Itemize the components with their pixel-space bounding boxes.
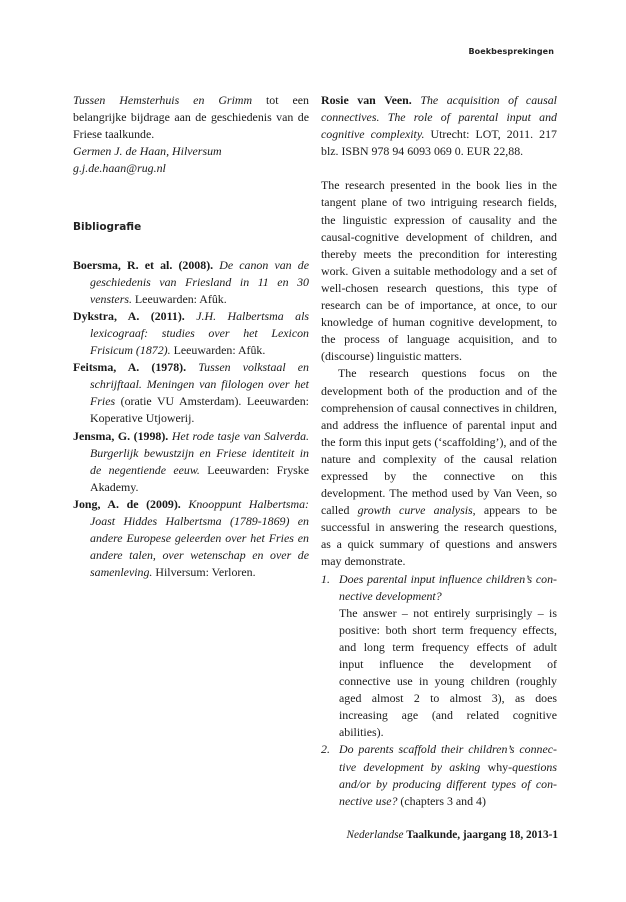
- bib-publisher: Leeuwarden: Afûk.: [131, 291, 227, 306]
- bib-publisher: Leeuwarden: Fryske Akademy.: [90, 462, 310, 494]
- reviewer-email[interactable]: g.j.de.haan@rug.nl: [73, 161, 166, 176]
- answer-text: The answer – not entirely surprisingly – is positive: both short term frequency effects, and long term frequency effects of adult input influence the development of connective use in young children (roughly aged almost 2 to almost 3), as does increasing age (and related cognitive abilities).: [339, 605, 557, 740]
- bib-title: Het rode tasje van Salverda. Burgerlijk bewustzijn en Friese identiteit in de negentiende eeuw.: [90, 428, 309, 477]
- intro-book-title: Tussen Hemsterhuis en Grimm: [73, 93, 253, 107]
- paragraph-2-text-end: , appears to be successful in answering the research questions, as a quick summary of questions and answers may demonstrate.: [321, 503, 557, 569]
- reviewer-signature: Germen J. de Haan, Hilversum: [73, 144, 222, 159]
- bib-author: Jensma, G. (1998).: [73, 428, 169, 443]
- question-number: 2.: [321, 742, 330, 757]
- right-column: [321, 92, 557, 810]
- bib-title: De canon van de geschiedenis van Friesland in 11 en 30 vensters.: [90, 257, 309, 306]
- section-heading-bibliografie: Bibliografie: [73, 221, 142, 234]
- bibliography-entry: [73, 428, 309, 496]
- bib-publisher: Hilversum: Verloren.: [152, 565, 256, 580]
- review-paragraph-2: [321, 365, 557, 570]
- review-book-title: The acquisition of causal connectives. The role of parental input and cognitive complexity.: [321, 93, 557, 142]
- question-item: [321, 571, 557, 742]
- method-term: growth curve analysis: [357, 503, 473, 518]
- question-item: [321, 741, 557, 809]
- intro-text: tot een belangrijke bijdrage aan de geschiedenis van de Friese taalkunde.: [73, 93, 310, 142]
- bibliography-entry: [73, 359, 309, 427]
- bib-title: J.H. Halbertsma als lexicograaf: studies over het Lexicon Frisicum (1872).: [90, 308, 310, 358]
- bibliography-entry: [73, 257, 309, 308]
- bibliography-list: [73, 257, 309, 582]
- footer-journal-info: Taalkunde, jaargang 18, 2013-1: [403, 829, 558, 841]
- question-number: 1.: [321, 571, 330, 586]
- review-header: [321, 92, 557, 160]
- page-footer: [346, 829, 558, 841]
- bib-title: Tussen volkstaal en schrijftaal. Meningen van filologen over het Fries: [90, 360, 309, 409]
- question-text: [339, 741, 557, 809]
- bib-author: Dykstra, A. (2011).: [73, 308, 185, 323]
- left-column: [73, 92, 309, 581]
- footer-journal-italic: Nederlandse: [346, 829, 404, 841]
- running-head: Boekbesprekingen: [468, 47, 554, 56]
- paragraph-2-text: The research questions focus on the development both of the production and of the comprehension of causal connectives in children, and address the influence of parental input and the form this input gets (‘scaffolding’), and of the nature and complexity of the causal relation expressed by the connective on this development. The method used by Van Veen, so called: [321, 366, 557, 518]
- question-text-b: -questions and/or by producing different types of connective use?: [339, 759, 557, 808]
- question-chapter-ref: (chapters 3 and 4): [397, 793, 486, 808]
- bib-publisher: Leeuwarden: Afûk.: [170, 343, 266, 358]
- question-text-a: Do parents scaffold their children’s connective development by asking: [339, 742, 557, 774]
- bibliography-entry: [73, 496, 309, 581]
- review-book-details: Utrecht: LOT, 2011. 217 blz. ISBN 978 94 6093 069 0. EUR 22,88.: [321, 127, 557, 159]
- intro-paragraph: [73, 92, 309, 143]
- bib-title: Knooppunt Halbertsma: Joast Hiddes Halbertsma (1789-1869) en andere Europese geleerden over het Fries en andere talen, over wetenschap en over de samenleving.: [90, 496, 310, 580]
- question-roman-word: why: [487, 759, 509, 774]
- review-paragraph-1: The research presented in the book lies in the tangent plane of two intriguing research fields, the linguistic expression of causality and the causal-cognitive development of children, and thereby meets the precondition for interesting work. Given a suitable methodology and a set of well-chosen research questions, this type of research can be of importance, at once, to our knowledge of human cognitive development, to the process of language acquisition, and to (discourse) linguistic matters.: [321, 178, 557, 364]
- bib-publisher: (oratie VU Amsterdam). Leeuwarden: Koperative Utjowerij.: [90, 394, 309, 426]
- bib-author: Boersma, R. et al. (2008).: [73, 257, 214, 272]
- review-book-author: Rosie van Veen.: [321, 93, 412, 107]
- bib-author: Feitsma, A. (1978).: [73, 360, 187, 375]
- bibliography-entry: [73, 308, 309, 359]
- question-text: Does parental input influence children’s connective development?: [339, 571, 557, 603]
- question-list: [321, 571, 557, 810]
- bib-author: Jong, A. de (2009).: [73, 496, 181, 511]
